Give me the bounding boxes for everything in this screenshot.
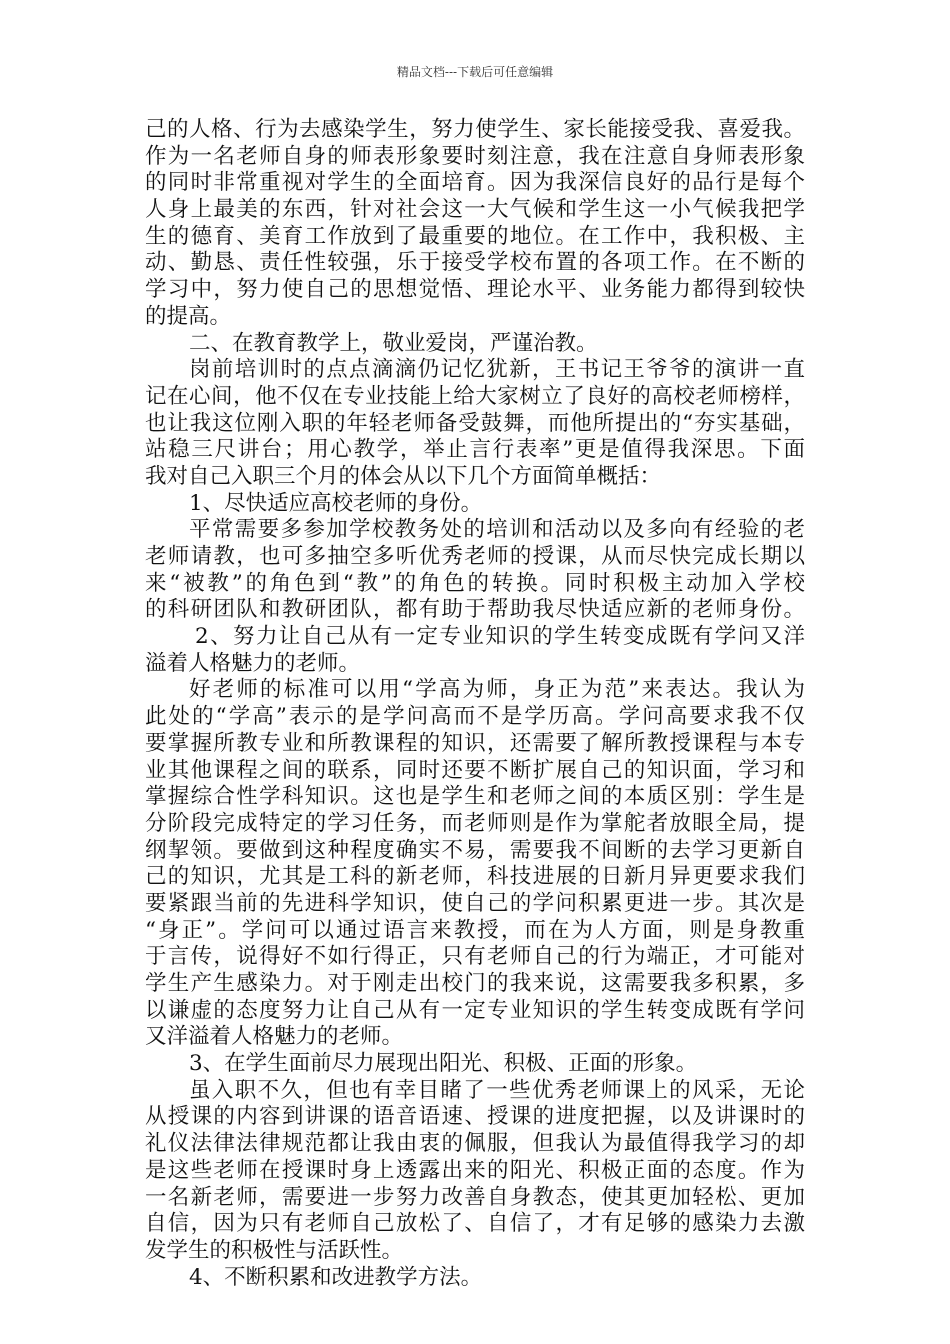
text-line: 学生产生感染力。对于刚走出校门的我来说，这需要我多积累，多 [145, 971, 805, 996]
page-header: 精品文档---下载后可任意编辑 [396, 65, 554, 79]
text-line: 平常需要多参加学校教务处的培训和活动以及多向有经验的老 [189, 517, 805, 543]
document-body [145, 117, 805, 1291]
text-line: 业其他课程之间的联系，同时还要不断扩展自己的知识面，学习和 [145, 757, 805, 783]
text-line: 也让我这位刚入职的年轻老师备受鼓舞，而他所提出的“夯实基础， [145, 410, 805, 436]
text-line: 虽入职不久，但也有幸目睹了一些优秀老师课上的风采，无论 [189, 1077, 805, 1103]
text-line: 又洋溢着人格魅力的老师。 [145, 1024, 404, 1050]
text-line: 要紧跟当前的先进科学知识，使自己的学问积累更进一步。其次是 [145, 890, 805, 916]
text-line: 纲挈领。要做到这种程度确实不易，需要我不间断的去学习更新自 [145, 837, 805, 863]
text-line: 来“被教”的角色到“教”的角色的转换。同时积极主动加入学校 [145, 570, 805, 596]
text-line: 记在心间，他不仅在专业技能上给大家树立了良好的高校老师榜样， [145, 383, 805, 409]
text-line: 一名新老师，需要进一步努力改善自身教态，使其更加轻松、更加 [145, 1184, 805, 1210]
text-line: 作为一名老师自身的师表形象要时刻注意，我在注意自身师表形象 [145, 143, 805, 169]
text-line: 以谦虚的态度努力让自己从有一定专业知识的学生转变成既有学问 [145, 997, 805, 1023]
text-line: 分阶段完成特定的学习任务，而老师则是作为掌舵者放眼全局，提 [145, 810, 805, 836]
text-line: 此处的“学高”表示的是学问高而不是学历高。学问高要求我不仅 [145, 704, 805, 730]
text-line: 的提高。 [145, 303, 232, 329]
text-line: 自信，因为只有老师自己放松了、自信了，才有足够的感染力去激 [145, 1211, 805, 1237]
text-line: 掌握综合性学科知识。这也是学生和老师之间的本质区别：学生是 [145, 784, 805, 810]
text-line: 于言传，说得好不如行得正，只有老师自己的行为端正，才可能对 [145, 944, 805, 970]
text-line: 是这些老师在授课时身上透露出来的阳光、积极正面的态度。作为 [145, 1157, 805, 1183]
text-line: 站稳三尺讲台；用心教学，举止言行表率”更是值得我深思。下面 [145, 437, 805, 463]
text-line: 从授课的内容到讲课的语音语速、授课的进度把握，以及讲课时的 [145, 1104, 805, 1130]
text-line: 1、尽快适应高校老师的身份。 [189, 490, 483, 516]
text-line: 3、在学生面前尽力展现出阳光、积极、正面的形象。 [189, 1051, 698, 1077]
text-line: 我对自己入职三个月的体会从以下几个方面简单概括： [145, 463, 662, 489]
text-line: 2、努力让自己从有一定专业知识的学生转变成既有学问又洋 [195, 624, 805, 650]
text-line: 4、不断积累和改进教学方法。 [189, 1264, 483, 1290]
text-line: 发学生的积极性与活跃性。 [145, 1237, 404, 1263]
text-line: 人身上最美的东西，针对社会这一大气候和学生这一小气候我把学 [145, 197, 805, 223]
text-line: “身正”。学问可以通过语言来教授，而在为人方面，则是身教重 [145, 917, 805, 943]
text-line: 好老师的标准可以用“学高为师，身正为范”来表达。我认为 [189, 677, 805, 703]
text-line: 己的人格、行为去感染学生，努力使学生、家长能接受我、喜爱我。 [145, 117, 805, 142]
text-line: 老师请教，也可多抽空多听优秀老师的授课，从而尽快完成长期以 [145, 544, 805, 569]
text-line: 礼仪法律法律规范都让我由衷的佩服，但我认为最值得我学习的却 [145, 1131, 805, 1157]
text-line: 动、勤恳、责任性较强，乐于接受学校布置的各项工作。在不断的 [145, 250, 805, 276]
text-line: 的同时非常重视对学生的全面培育。因为我深信良好的品行是每个 [145, 170, 805, 196]
text-line: 二、在教育教学上，敬业爱岗，严谨治教。 [189, 330, 598, 356]
text-line: 溢着人格魅力的老师。 [145, 650, 361, 676]
text-line: 的科研团队和教研团队，都有助于帮助我尽快适应新的老师身份。 [145, 597, 805, 623]
text-line: 己的知识，尤其是工科的新老师，科技进展的日新月异更要求我们 [145, 864, 805, 890]
text-line: 生的德育、美育工作放到了最重要的地位。在工作中，我积极、主 [145, 223, 805, 249]
text-line: 岗前培训时的点点滴滴仍记忆犹新，王书记王爷爷的演讲一直 [189, 357, 805, 383]
text-line: 要掌握所教专业和所教课程的知识，还需要了解所教授课程与本专 [145, 730, 805, 756]
text-line: 学习中，努力使自己的思想觉悟、理论水平、业务能力都得到较快 [145, 277, 805, 303]
